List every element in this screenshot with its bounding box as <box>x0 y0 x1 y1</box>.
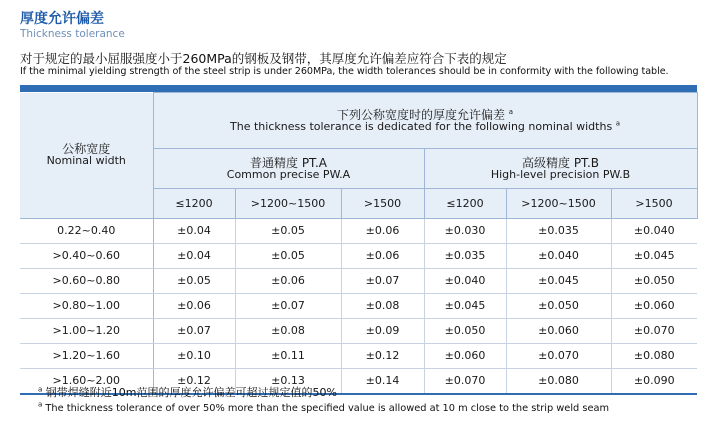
tolerance-cell: ±0.04 <box>153 219 235 244</box>
tolerance-cell: ±0.090 <box>611 369 697 395</box>
tolerance-cell: ±0.05 <box>235 244 341 269</box>
tolerance-cell: ±0.080 <box>611 344 697 369</box>
tolerance-cell: ±0.07 <box>153 319 235 344</box>
tolerance-cell: ±0.040 <box>506 244 611 269</box>
tolerance-group-label-zh: 下列公称宽度时的厚度允许偏差 $^a$ <box>336 107 514 122</box>
nominal-width-cell: >1.20~1.60 <box>20 344 153 369</box>
tolerance-cell: ±0.045 <box>424 294 506 319</box>
tolerance-cell: ±0.060 <box>506 319 611 344</box>
tolerance-cell: ±0.12 <box>153 369 235 395</box>
width-range-header: >1500 <box>611 189 697 219</box>
tolerance-cell: ±0.045 <box>611 244 697 269</box>
precision-a-header <box>153 149 424 189</box>
tolerance-cell: ±0.050 <box>506 294 611 319</box>
nominal-width-cell: 0.22~0.40 <box>20 219 153 244</box>
tolerance-group-header <box>153 93 697 149</box>
nominal-width-label-en: Nominal width <box>46 154 126 168</box>
tolerance-cell: ±0.080 <box>506 369 611 395</box>
tolerance-group-label-en: The thickness tolerance is dedicated for the following nominal widths $^a$ <box>230 118 620 133</box>
nominal-width-cell: >0.60~0.80 <box>20 269 153 294</box>
tolerance-cell: ±0.14 <box>341 369 424 395</box>
section-title: 厚度允许偏差 <box>20 11 104 27</box>
tolerance-cell: ±0.05 <box>153 269 235 294</box>
tolerance-cell: ±0.04 <box>153 244 235 269</box>
tolerance-cell: ±0.040 <box>611 219 697 244</box>
nominal-width-cell: >0.40~0.60 <box>20 244 153 269</box>
footnote-en: $^a$ The thickness tolerance of over 50% more than the specified value is allowed at 10 m close to the strip weld seam <box>38 400 610 414</box>
footnote-marker: a <box>38 400 43 409</box>
tolerance-cell: ±0.070 <box>506 344 611 369</box>
tolerance-cell: ±0.035 <box>424 244 506 269</box>
width-range-header: >1500 <box>341 189 424 219</box>
intro-text-zh: 对于规定的最小屈服强度小于260MPa的钢板及钢带，其厚度允许偏差应符合下表的规定 <box>20 51 507 66</box>
tolerance-cell: ±0.070 <box>424 369 506 395</box>
tolerance-cell: ±0.050 <box>611 269 697 294</box>
tolerance-cell: ±0.05 <box>235 219 341 244</box>
tolerance-cell: ±0.050 <box>424 319 506 344</box>
width-range-header: ≤1200 <box>153 189 235 219</box>
nominal-width-cell: >1.60~2.00 <box>20 369 153 395</box>
tolerance-cell: ±0.06 <box>235 269 341 294</box>
nominal-width-label-zh: 公称宽度 <box>62 142 111 157</box>
tolerance-cell: ±0.06 <box>153 294 235 319</box>
nominal-width-header <box>20 93 153 219</box>
table-row <box>20 219 697 244</box>
footnote-zh: $^a$ 钢带焊缝附近10m范围的厚度允许偏差可超过规定值的50% <box>38 385 337 399</box>
tolerance-cell: ±0.07 <box>235 294 341 319</box>
precision-b-label-en: High-level precision PW.B <box>490 167 631 181</box>
tolerance-cell: ±0.030 <box>424 219 506 244</box>
tolerance-cell: ±0.08 <box>341 294 424 319</box>
table-row <box>20 244 697 269</box>
tolerance-cell: ±0.060 <box>611 294 697 319</box>
table-row <box>20 344 697 369</box>
thickness-tolerance-table <box>20 92 698 395</box>
tolerance-cell: ±0.060 <box>424 344 506 369</box>
tolerance-cell: ±0.035 <box>506 219 611 244</box>
intro-text-en: If the minimal yielding strength of the steel strip is under 260MPa, the width tolerances should be in conformity with the following table. <box>20 66 669 77</box>
tolerance-cell: ±0.12 <box>341 344 424 369</box>
tolerance-cell: ±0.070 <box>611 319 697 344</box>
tolerance-cell: ±0.13 <box>235 369 341 395</box>
table-top-bar <box>20 85 697 92</box>
precision-a-label-zh: 普通精度 PT.A <box>250 155 327 170</box>
width-range-header: >1200~1500 <box>506 189 611 219</box>
table-row <box>20 319 697 344</box>
precision-b-label-zh: 高级精度 PT.B <box>522 155 600 170</box>
section-subtitle: Thickness tolerance <box>20 28 125 40</box>
tolerance-cell: ±0.06 <box>341 219 424 244</box>
tolerance-cell: ±0.040 <box>424 269 506 294</box>
width-range-header: >1200~1500 <box>235 189 341 219</box>
tolerance-cell: ±0.08 <box>235 319 341 344</box>
precision-b-header <box>424 149 697 189</box>
footnote-marker: a <box>38 385 43 394</box>
tolerance-cell: ±0.10 <box>153 344 235 369</box>
table-row <box>20 294 697 319</box>
nominal-width-cell: >0.80~1.00 <box>20 294 153 319</box>
tolerance-cell: ±0.09 <box>341 319 424 344</box>
tolerance-cell: ±0.07 <box>341 269 424 294</box>
tolerance-cell: ±0.045 <box>506 269 611 294</box>
width-range-header: ≤1200 <box>424 189 506 219</box>
precision-a-label-en: Common precise PW.A <box>226 167 351 181</box>
nominal-width-cell: >1.00~1.20 <box>20 319 153 344</box>
tolerance-cell: ±0.06 <box>341 244 424 269</box>
tolerance-cell: ±0.11 <box>235 344 341 369</box>
table-row <box>20 269 697 294</box>
